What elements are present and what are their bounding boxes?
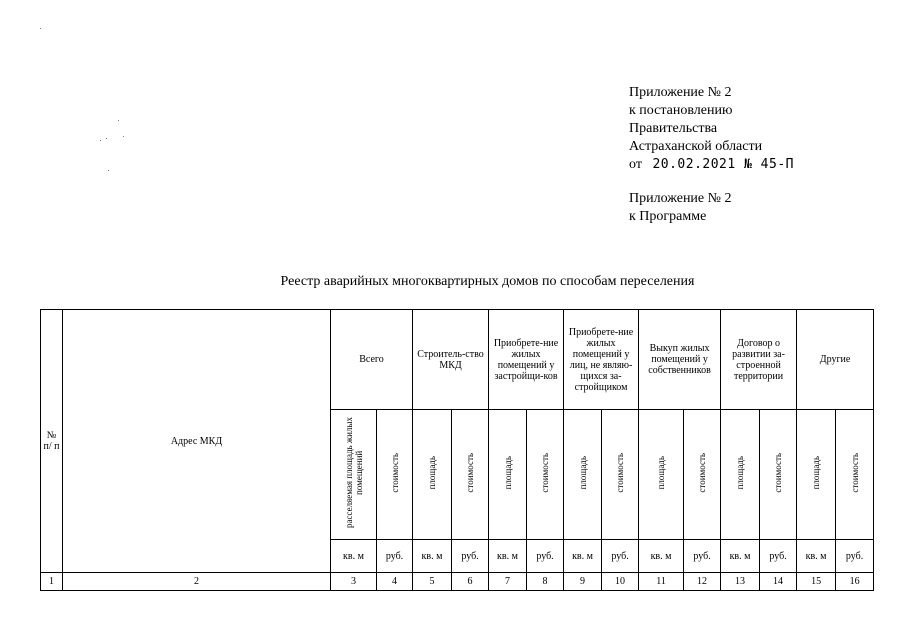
- sub-area: [721, 410, 760, 540]
- sub-area-text: площадь: [502, 456, 513, 490]
- appendix-header: [629, 84, 889, 226]
- col-number: 3: [331, 573, 377, 591]
- sub-cost-text: стоимость: [697, 453, 708, 493]
- header-address: Адрес МКД: [63, 310, 331, 573]
- sub-area: [413, 410, 452, 540]
- sub-area-text: площадь: [656, 456, 667, 490]
- sub-area: [797, 410, 836, 540]
- unit-rub: руб.: [684, 540, 721, 573]
- header-line-3: Правительства: [629, 121, 718, 136]
- col-number: 16: [836, 573, 874, 591]
- sub-cost: [602, 410, 639, 540]
- unit-rub: руб.: [602, 540, 639, 573]
- sub-cost: [452, 410, 489, 540]
- header-num: № п/ п: [41, 310, 63, 573]
- col-number: 9: [564, 573, 602, 591]
- col-number: 12: [684, 573, 721, 591]
- sub-area: [639, 410, 684, 540]
- group-purchase-developers: Приобрете-ние жилых помещений у застройщи-ков: [489, 310, 564, 410]
- sub-cost-text: стоимость: [773, 453, 784, 493]
- header-gap: [629, 174, 889, 190]
- col-number: 11: [639, 573, 684, 591]
- scan-speck: [106, 138, 107, 139]
- group-construction: Строитель-ство МКД: [413, 310, 489, 410]
- sub-cost-text: стоимость: [540, 453, 551, 493]
- sub-total-area: [331, 410, 377, 540]
- sub-area-text: площадь: [811, 456, 822, 490]
- sub-cost-text: стоимость: [849, 453, 860, 493]
- scan-speck: [123, 136, 124, 137]
- unit-sqm: кв. м: [331, 540, 377, 573]
- sub-area: [564, 410, 602, 540]
- header-line-6: Приложение № 2: [629, 191, 732, 206]
- unit-rub: руб.: [760, 540, 797, 573]
- col-number: 6: [452, 573, 489, 591]
- header-date-prefix: от: [629, 157, 642, 172]
- scan-speck: [100, 140, 101, 141]
- unit-sqm: кв. м: [639, 540, 684, 573]
- sub-area: [489, 410, 527, 540]
- group-territory: Договор о развитии за-строенной территории: [721, 310, 797, 410]
- col-number: 10: [602, 573, 639, 591]
- header-line-7: к Программе: [629, 209, 707, 224]
- sub-cost-text: стоимость: [615, 453, 626, 493]
- table-header-row-groups: [41, 310, 874, 410]
- unit-rub: руб.: [836, 540, 874, 573]
- group-buyout: Выкуп жилых помещений у собственников: [639, 310, 721, 410]
- col-number: 8: [527, 573, 564, 591]
- sub-area-text: площадь: [427, 456, 437, 490]
- unit-sqm: кв. м: [721, 540, 760, 573]
- header-line-1: Приложение № 2: [629, 85, 732, 100]
- header-line-2: к постановлению: [629, 103, 733, 118]
- sub-cost-text: стоимость: [389, 453, 400, 493]
- sub-cost: [836, 410, 874, 540]
- col-number: 7: [489, 573, 527, 591]
- unit-sqm: кв. м: [413, 540, 452, 573]
- col-number: 14: [760, 573, 797, 591]
- col-number: 15: [797, 573, 836, 591]
- col-number: 5: [413, 573, 452, 591]
- table-column-numbers-row: [41, 573, 874, 591]
- sub-area-text: площадь: [577, 456, 588, 490]
- col-number: 1: [41, 573, 63, 591]
- registry-table: [40, 309, 874, 591]
- sub-area-text: площадь: [735, 456, 746, 490]
- header-line-5: [629, 156, 889, 174]
- scan-speck: [40, 28, 41, 29]
- header-date-number: 20.02.2021 № 45-П: [652, 157, 794, 172]
- col-number: 4: [377, 573, 413, 591]
- sub-total-area-text: расселяемая площадь жилых помещений: [343, 417, 364, 529]
- header-line-4: Астраханской области: [629, 139, 763, 154]
- unit-rub: руб.: [377, 540, 413, 573]
- unit-rub: руб.: [527, 540, 564, 573]
- group-purchase-non-developers: Приобрете-ние жилых помещений у лиц, не являю-щихся за-стройщиком: [564, 310, 639, 410]
- scan-speck: [108, 170, 109, 171]
- sub-cost: [377, 410, 413, 540]
- document-title: Реестр аварийных многоквартирных домов по способам переселения: [280, 274, 695, 289]
- unit-rub: руб.: [452, 540, 489, 573]
- col-number: 2: [63, 573, 331, 591]
- sub-cost: [527, 410, 564, 540]
- scan-speck: [118, 120, 119, 121]
- sub-cost-text: стоимость: [465, 453, 475, 493]
- col-number: 13: [721, 573, 760, 591]
- unit-sqm: кв. м: [564, 540, 602, 573]
- sub-cost: [684, 410, 721, 540]
- group-other: Другие: [797, 310, 874, 410]
- unit-sqm: кв. м: [797, 540, 836, 573]
- unit-sqm: кв. м: [489, 540, 527, 573]
- sub-cost: [760, 410, 797, 540]
- group-total: Всего: [331, 310, 413, 410]
